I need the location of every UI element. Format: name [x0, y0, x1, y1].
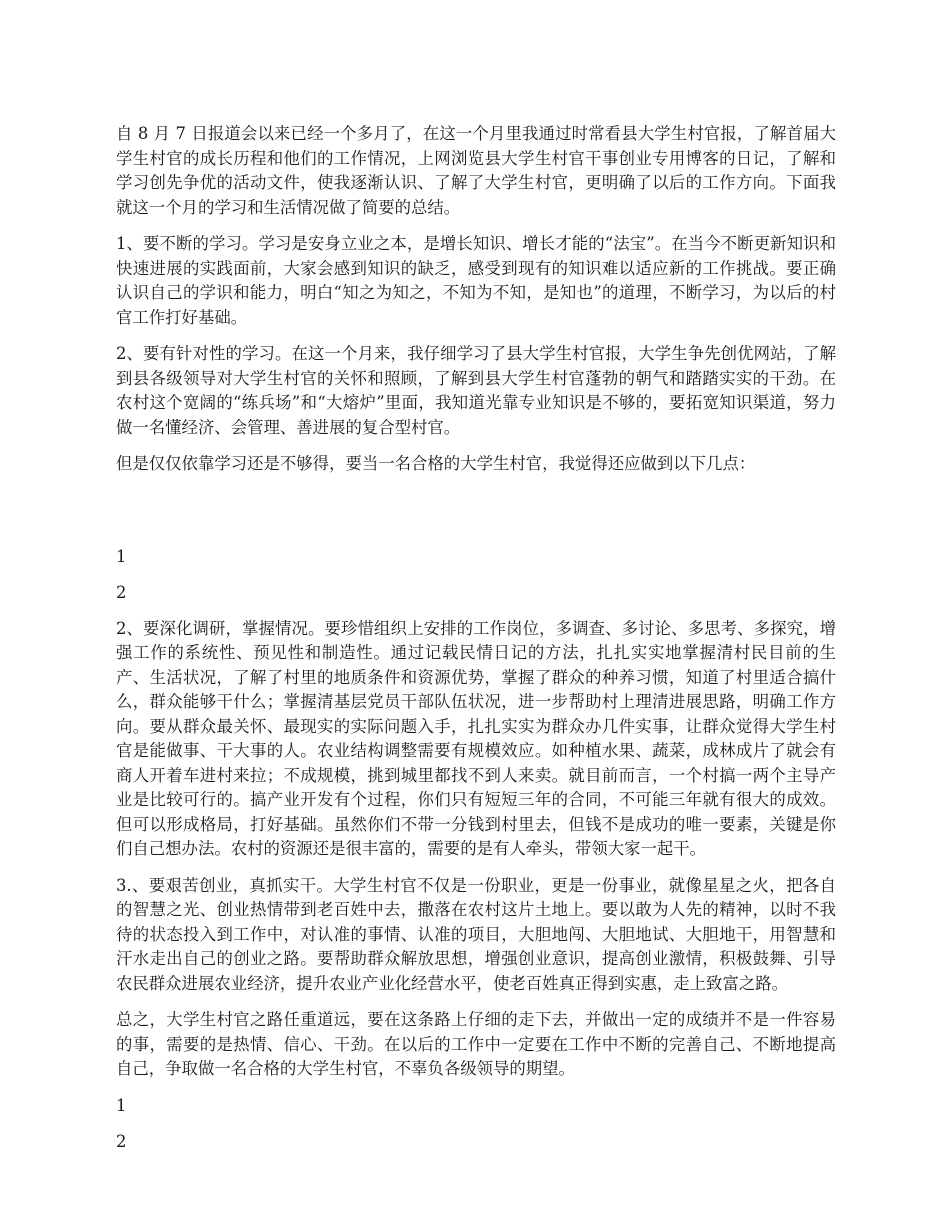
- intro-paragraph: 自 8 月 7 日报道会以来已经一个多月了，在这一个月里我通过时常看县大学生村官报，了解首届大学生村官的成长历程和他们的工作情况，上网浏览县大学生村官干事创业专用博客的日记，了解和学习创先争优的活动文件，使我逐渐认识、了解了大学生村官，更明确了以后的工作方向。下面我就这一个月的学习和生活情况做了简要的总结。: [116, 124, 836, 217]
- point-2-paragraph: 2、要有针对性的学习。在这一个月来，我仔细学习了县大学生村官报，大学生争先创优网站，了解到县各级领导对大学生村官的关怀和照顾，了解到县大学生村官蓬勃的朝气和踏踏实实的干劲。在农村这个宽阔的“练兵场”和“大熔炉”里面，我知道光靠专业知识是不够的，要拓宽知识渠道，努力做一名懂经济、会管理、善进展的复合型村官。: [116, 344, 836, 437]
- research-paragraph: 2、要深化调研，掌握情况。要珍惜组织上安排的工作岗位，多调查、多讨论、多思考、多探究，增强工作的系统性、预见性和制造性。通过记载民情日记的方法，扎扎实实地掌握清村民目前的生产、生活状况，了解了村里的地质条件和资源优势，掌握了群众的种养习惯，知道了村里适合搞什么，群众能够干什么；掌握清基层党员干部队伍状况，进一步帮助村上理清进展思路，明确工作方向。要从群众最关怀、最现实的实际问题入手，扎扎实实为群众办几件实事，让群众觉得大学生村官是能做事、干大事的人。农业结构调整需要有规模效应。如种植水果、蔬菜，成林成片了就会有商人开着车进村来拉；不成规模，挑到城里都找不到人来卖。就目前而言，一个村搞一两个主导产业是比较可行的。搞产业开发有个过程，你们只有短短三年的合同，不可能三年就有很大的成效。但可以形成格局，打好基础。虽然你们不带一分钱到村里去，但钱不是成功的唯一要素，关键是你们自己想办法。农村的资源还是很丰富的，需要的是有人牵头，带领大家一起干。: [116, 618, 836, 858]
- transition-paragraph: 但是仅仅依靠学习还是不够得，要当一名合格的大学生村官，我觉得还应做到以下几点：: [116, 454, 756, 473]
- page-number: 2: [116, 1131, 127, 1151]
- spacer: [116, 489, 836, 545]
- point-1-paragraph: 1、要不断的学习。学习是安身立业之本，是增长知识、增长才能的“法宝”。在当今不断更新知识和快速进展的实践面前，大家会感到知识的缺乏，感受到现有的知识难以适应新的工作挑战。要正确认识自己的学识和能力，明白“知之为知之，不知为不知，是知也”的道理，不断学习，为以后的村官工作打好基础。: [116, 234, 836, 327]
- page-number: 2: [116, 582, 127, 602]
- page-number: 1: [116, 1095, 127, 1115]
- page-number: 1: [116, 546, 127, 566]
- document-page: [116, 122, 836, 1154]
- entrepreneurship-paragraph: 3.、要艰苦创业，真抓实干。大学生村官不仅是一份职业，更是一份事业，就像星星之火，把各自的智慧之光、创业热情带到老百姓中去，撒落在农村这片土地上。要以敢为人先的精神，以时不我待的状态投入到工作中，对认准的事情、认准的项目，大胆地闯、大胆地试、大胆地干，用智慧和汗水走出自己的创业之路。要帮助群众解放思想，增强创业意识，提高创业激情，积极鼓舞、引导农民群众进展农业经济，提升农业产业化经营水平，使老百姓真正得到实惠，走上致富之路。: [116, 875, 836, 993]
- conclusion-paragraph: 总之，大学生村官之路任重道远，要在这条路上仔细的走下去，并做出一定的成绩并不是一件容易的事，需要的是热情、信心、干劲。在以后的工作中一定要在工作中不断的完善自己、不断地提高自己，争取做一名合格的大学生村官，不辜负各级领导的期望。: [116, 1010, 836, 1078]
